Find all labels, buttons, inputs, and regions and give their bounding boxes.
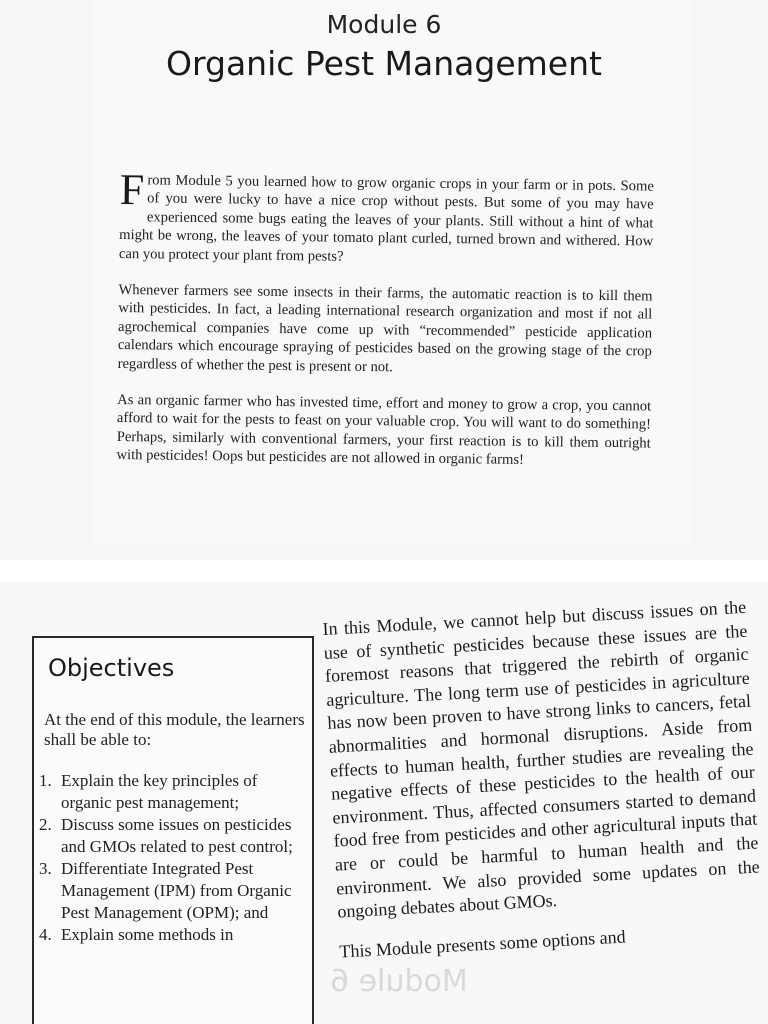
show-through-text: Module 6 [330,964,468,999]
objective-text: Explain the key principles of organic pest management; [61,771,258,812]
module-title: Organic Pest Management [166,44,602,83]
intro-paragraph-1 [118,165,654,270]
drop-cap: F [119,165,145,215]
intro-paragraph-3: As an organic farmer who has invested time, effort and money to grow a crop, you cannot afford to wait for the pests to feast on your valuable crop. You will want to do something! Perhaps, similarly with conventional farmers, your first reaction is to kill them outright with pesticides! Oops but pesticides are not allowed in organic farms! [116,392,652,469]
objectives-list [34,770,304,946]
bottom-page-scan [0,582,768,1024]
intro-text [116,165,654,489]
objectives-lead: At the end of this module, the learners shall be able to: [44,710,305,749]
intro-paragraph-1-text: rom Module 5 you learned how to grow organic crops in your farm or in pots. Some of you were lucky to have a nice crop without pests. But some of you may have experienced some bugs eating the leaves of your plants. Still without a hint of what might be wrong, the leaves of your tomato plant curled, turned brown and withered. How can you protect your plant from pests? [118,172,654,265]
body-paragraph-1: In this Module, we cannot help but discuss issues on the use of synthetic pesticides because these issues are the foremost reasons that triggered the rebirth of organic agriculture. The long term use of pesticides in agriculture has now been proven to have strong links to cancers, fetal abnormalities and hormonal disruptions. Aside from effects to human health, further studies are revealing the negative effects of these pesticides to the health of our environment. Thus, affected consumers started to demand food free from pesticides and other agricultural inputs that are or could be harmful to human health and the environment. We also provided some updates on the ongoing debates about GMOs. [322,596,761,922]
objective-item [34,770,304,814]
body-column [322,596,764,980]
objective-item [34,924,304,946]
body-paragraph-2: This Module presents some options and [338,926,627,962]
objective-number: 1. [39,771,52,790]
objective-item [34,858,304,924]
intro-paragraph-2: Whenever farmers see some insects in their farms, the automatic reaction is to kill them with pesticides. In fact, a leading international research organization and most if not all agrochemical companies have come up with “recommended” pesticide application calendars which encourage spraying of pesticides based on the growing stage of the crop regardless of whether the pest is present or not. [117,282,653,376]
objective-text: Explain some methods in [61,925,234,944]
objective-number: 2. [39,815,52,834]
objectives-heading: Objectives [48,654,175,682]
objectives-box [32,636,314,1024]
objective-number: 3. [39,859,52,878]
objective-text: Discuss some issues on pesticides and GMOs related to pest control; [61,815,293,856]
objective-item [34,814,304,858]
objective-number: 4. [39,925,52,944]
module-number: Module 6 [326,10,442,39]
objective-text: Differentiate Integrated Pest Management (IPM) from Organic Pest Management (OPM); and [61,859,292,922]
